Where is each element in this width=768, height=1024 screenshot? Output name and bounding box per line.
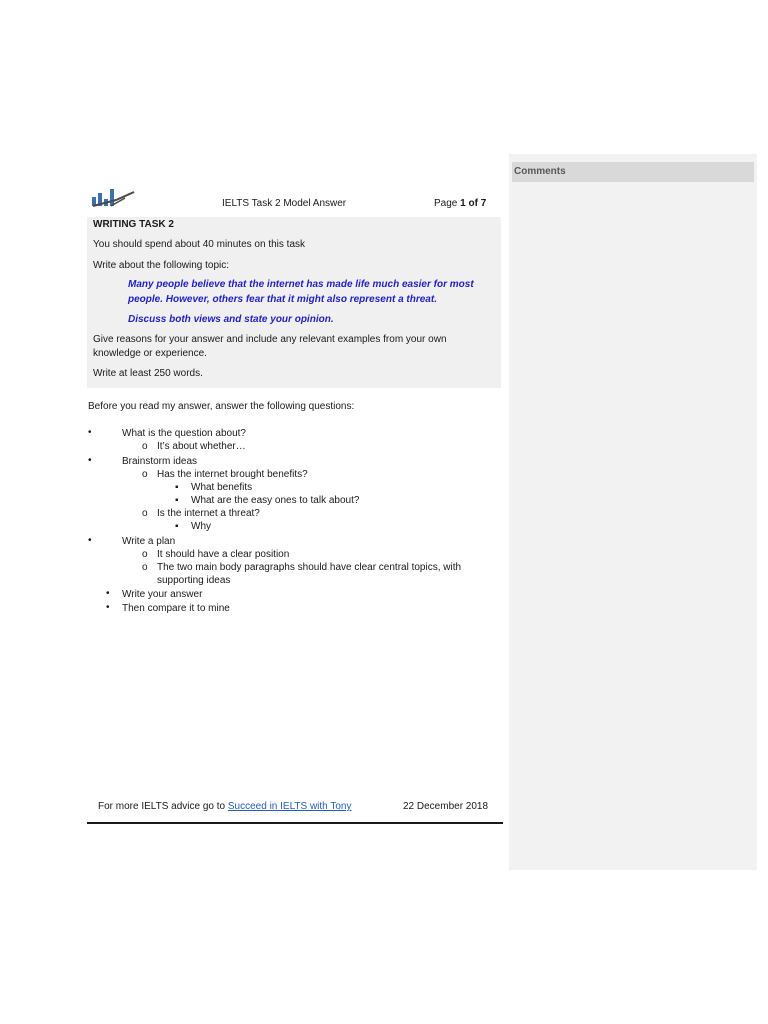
comment-pane bbox=[509, 154, 757, 870]
list-item: Brainstorm ideas bbox=[122, 456, 198, 467]
task-prompt-line-1: Many people believe that the internet has made life much easier for most bbox=[128, 279, 474, 290]
header-title: IELTS Task 2 Model Answer bbox=[222, 198, 347, 209]
list-item: It should have a clear position bbox=[157, 549, 290, 560]
bullet-square: ▪ bbox=[175, 495, 179, 506]
list-item: Why bbox=[191, 521, 211, 532]
task-prompt-line-2: people. However, others fear that it might also represent a threat. bbox=[128, 294, 437, 305]
task-heading: WRITING TASK 2 bbox=[93, 219, 174, 230]
list-item: It’s about whether… bbox=[157, 441, 246, 452]
comment-pane-title: Comments bbox=[512, 162, 754, 182]
header-page-number: Page 1 of 7 bbox=[434, 198, 487, 209]
bullet-square: ▪ bbox=[175, 482, 179, 493]
list-item: What are the easy ones to talk about? bbox=[191, 495, 360, 506]
footer-date: 22 December 2018 bbox=[403, 801, 489, 812]
bullet-dot: • bbox=[88, 427, 92, 438]
bullet-square: ▪ bbox=[175, 521, 179, 532]
list-item: Write your answer bbox=[122, 589, 203, 600]
bullet-dot: • bbox=[106, 588, 110, 599]
bullet-dot: • bbox=[106, 602, 110, 613]
footer-divider bbox=[87, 822, 503, 824]
list-item: supporting ideas bbox=[157, 575, 231, 586]
list-item: What benefits bbox=[191, 482, 253, 493]
task-word-count: Write at least 250 words. bbox=[93, 368, 203, 379]
task-prompt-instruction: Discuss both views and state your opinion. bbox=[128, 314, 334, 325]
bullet-dot: • bbox=[88, 455, 92, 466]
task-reasons-line-1: Give reasons for your answer and include any relevant examples from your own bbox=[93, 334, 447, 345]
list-item: What is the question about? bbox=[122, 428, 246, 439]
list-item: Has the internet brought benefits? bbox=[157, 469, 308, 480]
bullet-circle: o bbox=[142, 469, 148, 480]
task-time-note: You should spend about 40 minutes on this task bbox=[93, 239, 306, 250]
footer-link[interactable]: Succeed in IELTS with Tony bbox=[227, 801, 352, 812]
list-item: Write a plan bbox=[122, 536, 176, 547]
bullet-circle: o bbox=[142, 508, 148, 519]
list-item: Is the internet a threat? bbox=[157, 508, 260, 519]
task-reasons-line-2: knowledge or experience. bbox=[93, 348, 207, 359]
questions-intro: Before you read my answer, answer the following questions: bbox=[88, 401, 355, 412]
bullet-circle: o bbox=[142, 441, 148, 452]
task-topic-intro: Write about the following topic: bbox=[93, 260, 230, 271]
bullet-dot: • bbox=[88, 535, 92, 546]
list-item: Then compare it to mine bbox=[122, 603, 230, 614]
bullet-circle: o bbox=[142, 549, 148, 560]
list-item: The two main body paragraphs should have clear central topics, with bbox=[157, 562, 462, 573]
logo-icon bbox=[91, 186, 135, 208]
bullet-circle: o bbox=[142, 562, 148, 573]
footer-text: For more IELTS advice go to Succeed in IELTS with Tony bbox=[98, 801, 352, 812]
